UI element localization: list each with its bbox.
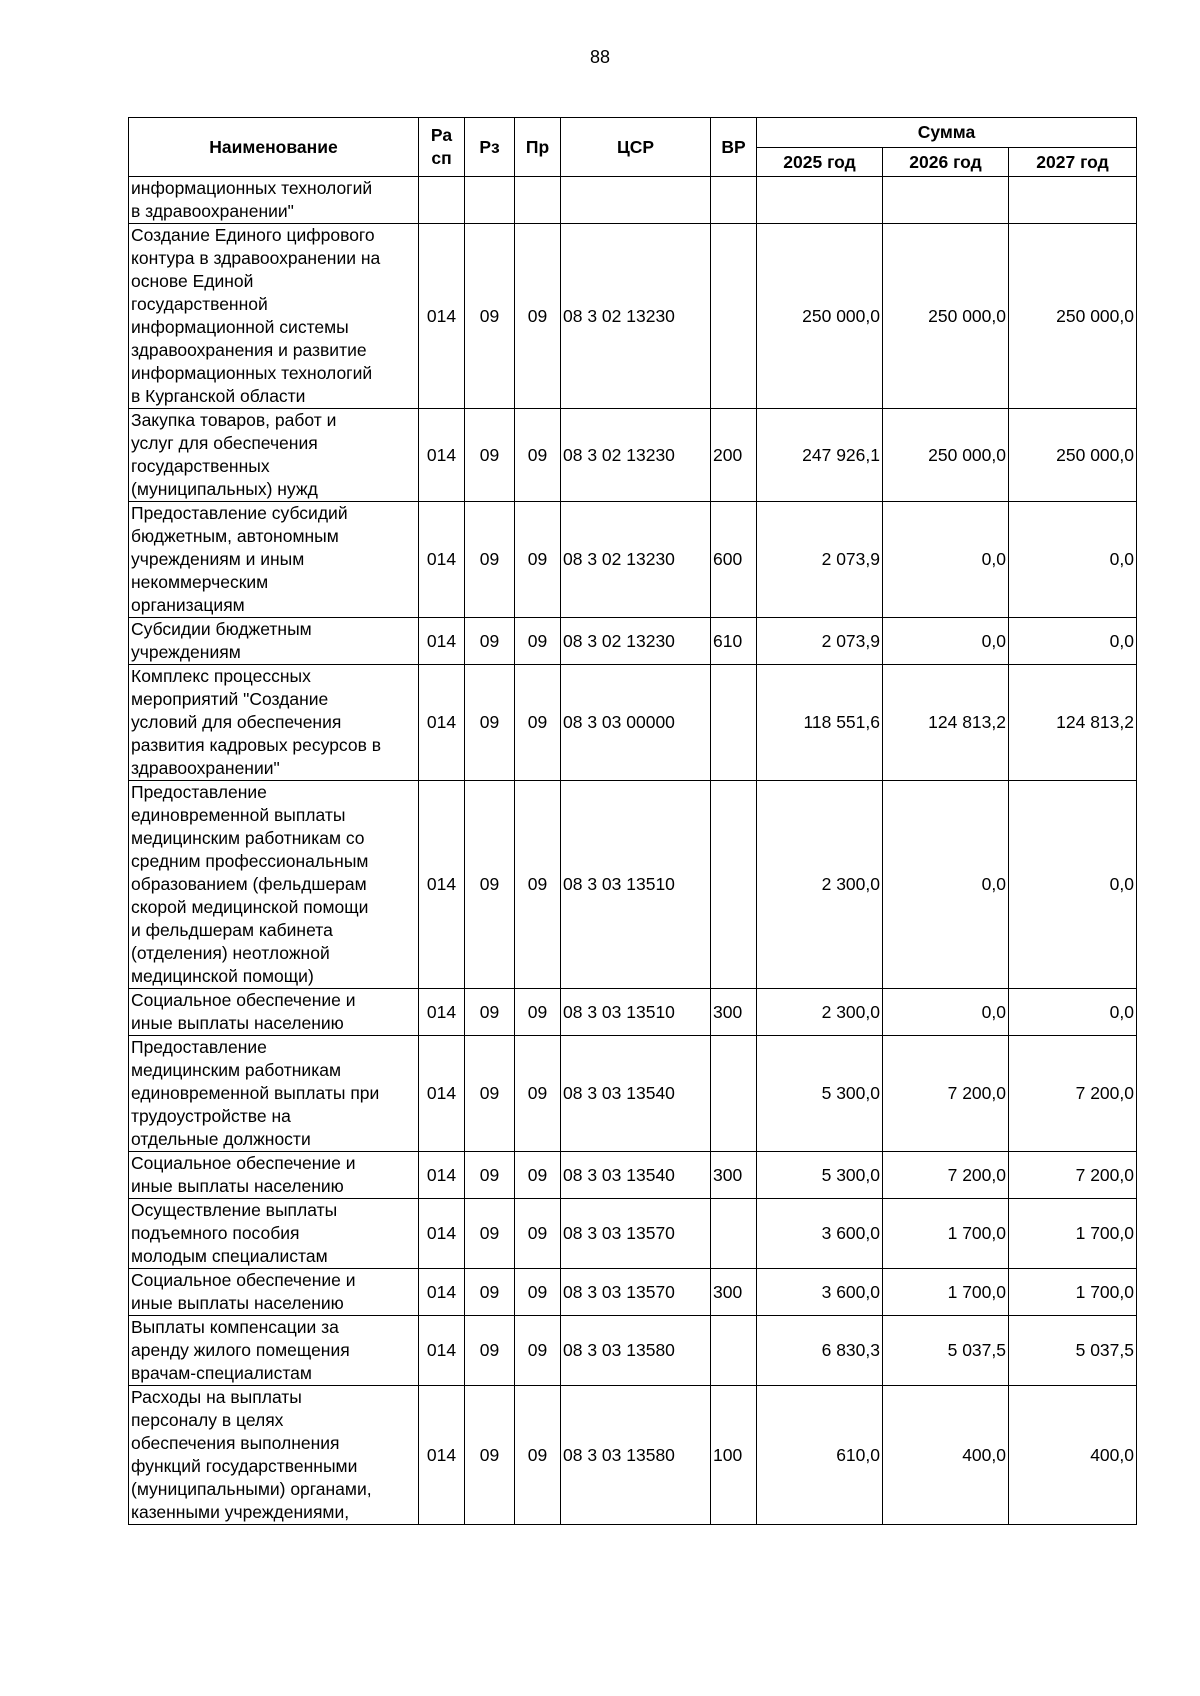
cell-rz: 09 bbox=[465, 665, 515, 781]
col-header-rasp-line1: Ра bbox=[430, 125, 453, 145]
cell-rasp: 014 bbox=[419, 1152, 465, 1199]
cell-sum-2026: 0,0 bbox=[883, 781, 1009, 989]
cell-rz: 09 bbox=[465, 781, 515, 989]
cell-rasp bbox=[419, 177, 465, 224]
cell-csr: 08 3 03 13580 bbox=[561, 1386, 711, 1525]
cell-sum-2025: 610,0 bbox=[757, 1386, 883, 1525]
cell-name: Социальное обеспечение и иные выплаты населению bbox=[129, 1152, 419, 1199]
cell-csr: 08 3 03 00000 bbox=[561, 665, 711, 781]
cell-vr: 300 bbox=[711, 1152, 757, 1199]
cell-vr bbox=[711, 224, 757, 409]
table-row bbox=[129, 1036, 1137, 1152]
cell-csr: 08 3 02 13230 bbox=[561, 224, 711, 409]
cell-sum-2026: 1 700,0 bbox=[883, 1199, 1009, 1269]
cell-csr: 08 3 03 13570 bbox=[561, 1199, 711, 1269]
cell-csr: 08 3 03 13510 bbox=[561, 781, 711, 989]
table-body bbox=[129, 177, 1137, 1525]
cell-rasp: 014 bbox=[419, 1316, 465, 1386]
cell-pr: 09 bbox=[515, 1036, 561, 1152]
cell-sum-2025: 247 926,1 bbox=[757, 409, 883, 502]
cell-csr: 08 3 03 13540 bbox=[561, 1152, 711, 1199]
cell-vr: 300 bbox=[711, 989, 757, 1036]
col-header-rasp-line2: сп bbox=[431, 148, 452, 168]
table-row bbox=[129, 409, 1137, 502]
cell-pr: 09 bbox=[515, 618, 561, 665]
table-row bbox=[129, 177, 1137, 224]
cell-sum-2025 bbox=[757, 177, 883, 224]
cell-vr: 100 bbox=[711, 1386, 757, 1525]
cell-rasp: 014 bbox=[419, 665, 465, 781]
cell-sum-2025: 6 830,3 bbox=[757, 1316, 883, 1386]
cell-sum-2026: 5 037,5 bbox=[883, 1316, 1009, 1386]
cell-sum-2027: 250 000,0 bbox=[1009, 224, 1137, 409]
cell-vr bbox=[711, 1036, 757, 1152]
cell-name: Создание Единого цифрового контура в здравоохранении на основе Единой государственной информационной системы здравоохранения и развитие информационных технологий в Курганской области bbox=[129, 224, 419, 409]
cell-rasp: 014 bbox=[419, 409, 465, 502]
cell-rz: 09 bbox=[465, 618, 515, 665]
col-header-name: Наименование bbox=[129, 118, 419, 177]
cell-sum-2027: 0,0 bbox=[1009, 502, 1137, 618]
cell-vr: 600 bbox=[711, 502, 757, 618]
cell-name: Расходы на выплаты персоналу в целях обеспечения выполнения функций государственными (муниципальными) органами, казенными учреждениями, bbox=[129, 1386, 419, 1525]
cell-pr: 09 bbox=[515, 1316, 561, 1386]
cell-rasp: 014 bbox=[419, 781, 465, 989]
cell-sum-2025: 2 073,9 bbox=[757, 502, 883, 618]
col-header-2026: 2026 год bbox=[883, 148, 1009, 177]
table-row bbox=[129, 502, 1137, 618]
cell-rz: 09 bbox=[465, 409, 515, 502]
cell-csr: 08 3 03 13540 bbox=[561, 1036, 711, 1152]
cell-pr: 09 bbox=[515, 665, 561, 781]
cell-sum-2025: 5 300,0 bbox=[757, 1036, 883, 1152]
cell-sum-2026: 124 813,2 bbox=[883, 665, 1009, 781]
cell-pr: 09 bbox=[515, 1386, 561, 1525]
col-header-vr: ВР bbox=[711, 118, 757, 177]
cell-sum-2026: 7 200,0 bbox=[883, 1152, 1009, 1199]
cell-sum-2026: 0,0 bbox=[883, 618, 1009, 665]
cell-pr: 09 bbox=[515, 1199, 561, 1269]
cell-csr: 08 3 02 13230 bbox=[561, 618, 711, 665]
cell-sum-2025: 3 600,0 bbox=[757, 1199, 883, 1269]
cell-rz: 09 bbox=[465, 1199, 515, 1269]
cell-rz: 09 bbox=[465, 989, 515, 1036]
cell-name: Осуществление выплаты подъемного пособия молодым специалистам bbox=[129, 1199, 419, 1269]
page-number: 88 bbox=[589, 47, 611, 67]
cell-vr bbox=[711, 1316, 757, 1386]
table-row bbox=[129, 1269, 1137, 1316]
cell-sum-2026: 0,0 bbox=[883, 989, 1009, 1036]
cell-sum-2026: 1 700,0 bbox=[883, 1269, 1009, 1316]
header-row-top bbox=[129, 118, 1137, 148]
cell-vr bbox=[711, 665, 757, 781]
cell-sum-2027: 0,0 bbox=[1009, 989, 1137, 1036]
cell-sum-2027: 400,0 bbox=[1009, 1386, 1137, 1525]
col-header-csr: ЦСР bbox=[561, 118, 711, 177]
table-row bbox=[129, 618, 1137, 665]
table-row bbox=[129, 1199, 1137, 1269]
cell-rasp: 014 bbox=[419, 1386, 465, 1525]
cell-rasp: 014 bbox=[419, 502, 465, 618]
cell-rz: 09 bbox=[465, 1386, 515, 1525]
cell-vr: 300 bbox=[711, 1269, 757, 1316]
cell-name: информационных технологий в здравоохранении" bbox=[129, 177, 419, 224]
table-row bbox=[129, 224, 1137, 409]
col-header-rz: Рз bbox=[465, 118, 515, 177]
cell-vr: 200 bbox=[711, 409, 757, 502]
cell-rz: 09 bbox=[465, 502, 515, 618]
col-header-pr: Пр bbox=[515, 118, 561, 177]
cell-csr: 08 3 03 13580 bbox=[561, 1316, 711, 1386]
cell-rz: 09 bbox=[465, 1152, 515, 1199]
cell-rasp: 014 bbox=[419, 618, 465, 665]
cell-sum-2026 bbox=[883, 177, 1009, 224]
cell-sum-2025: 2 073,9 bbox=[757, 618, 883, 665]
cell-name: Комплекс процессных мероприятий "Создание условий для обеспечения развития кадровых ресурсов в здравоохранении" bbox=[129, 665, 419, 781]
cell-rasp: 014 bbox=[419, 989, 465, 1036]
cell-name: Закупка товаров, работ и услуг для обеспечения государственных (муниципальных) нужд bbox=[129, 409, 419, 502]
cell-sum-2027: 1 700,0 bbox=[1009, 1269, 1137, 1316]
cell-csr: 08 3 03 13510 bbox=[561, 989, 711, 1036]
cell-sum-2026: 7 200,0 bbox=[883, 1036, 1009, 1152]
cell-sum-2025: 5 300,0 bbox=[757, 1152, 883, 1199]
cell-rz: 09 bbox=[465, 1269, 515, 1316]
cell-pr: 09 bbox=[515, 409, 561, 502]
cell-rasp: 014 bbox=[419, 1269, 465, 1316]
cell-rz: 09 bbox=[465, 1316, 515, 1386]
cell-vr: 610 bbox=[711, 618, 757, 665]
col-header-2027: 2027 год bbox=[1009, 148, 1137, 177]
cell-sum-2026: 400,0 bbox=[883, 1386, 1009, 1525]
cell-sum-2027: 7 200,0 bbox=[1009, 1152, 1137, 1199]
cell-sum-2026: 250 000,0 bbox=[883, 409, 1009, 502]
cell-sum-2027 bbox=[1009, 177, 1137, 224]
cell-csr: 08 3 03 13570 bbox=[561, 1269, 711, 1316]
cell-pr: 09 bbox=[515, 1152, 561, 1199]
cell-name: Предоставление субсидий бюджетным, автономным учреждениям и иным некоммерческим организациям bbox=[129, 502, 419, 618]
cell-rz: 09 bbox=[465, 224, 515, 409]
cell-vr bbox=[711, 781, 757, 989]
cell-sum-2027: 1 700,0 bbox=[1009, 1199, 1137, 1269]
cell-sum-2027: 5 037,5 bbox=[1009, 1316, 1137, 1386]
cell-name: Социальное обеспечение и иные выплаты населению bbox=[129, 989, 419, 1036]
cell-sum-2025: 3 600,0 bbox=[757, 1269, 883, 1316]
cell-rasp: 014 bbox=[419, 224, 465, 409]
cell-sum-2027: 124 813,2 bbox=[1009, 665, 1137, 781]
cell-name: Предоставление медицинским работникам единовременной выплаты при трудоустройстве на отдельные должности bbox=[129, 1036, 419, 1152]
cell-sum-2026: 250 000,0 bbox=[883, 224, 1009, 409]
cell-csr bbox=[561, 177, 711, 224]
col-header-2025: 2025 год bbox=[757, 148, 883, 177]
cell-sum-2027: 0,0 bbox=[1009, 618, 1137, 665]
cell-sum-2025: 118 551,6 bbox=[757, 665, 883, 781]
table-row bbox=[129, 989, 1137, 1036]
cell-csr: 08 3 02 13230 bbox=[561, 409, 711, 502]
cell-sum-2027: 0,0 bbox=[1009, 781, 1137, 989]
cell-name: Субсидии бюджетным учреждениям bbox=[129, 618, 419, 665]
cell-rz bbox=[465, 177, 515, 224]
cell-rasp: 014 bbox=[419, 1199, 465, 1269]
cell-vr bbox=[711, 1199, 757, 1269]
cell-name: Предоставление единовременной выплаты медицинским работникам со средним профессиональным образованием (фельдшерам скорой медицинской помощи и фельдшерам кабинета (отделения) неотложной медицинской помощи) bbox=[129, 781, 419, 989]
table-row bbox=[129, 781, 1137, 989]
col-header-rasp bbox=[419, 118, 465, 177]
cell-rasp: 014 bbox=[419, 1036, 465, 1152]
cell-name: Социальное обеспечение и иные выплаты населению bbox=[129, 1269, 419, 1316]
cell-pr: 09 bbox=[515, 502, 561, 618]
cell-sum-2025: 2 300,0 bbox=[757, 781, 883, 989]
table-row bbox=[129, 1316, 1137, 1386]
cell-pr bbox=[515, 177, 561, 224]
cell-vr bbox=[711, 177, 757, 224]
cell-sum-2025: 2 300,0 bbox=[757, 989, 883, 1036]
cell-pr: 09 bbox=[515, 1269, 561, 1316]
table-row bbox=[129, 1152, 1137, 1199]
cell-name: Выплаты компенсации за аренду жилого помещения врачам-специалистам bbox=[129, 1316, 419, 1386]
cell-sum-2026: 0,0 bbox=[883, 502, 1009, 618]
cell-sum-2025: 250 000,0 bbox=[757, 224, 883, 409]
cell-rz: 09 bbox=[465, 1036, 515, 1152]
cell-pr: 09 bbox=[515, 989, 561, 1036]
col-header-summa: Сумма bbox=[757, 118, 1137, 148]
cell-sum-2027: 250 000,0 bbox=[1009, 409, 1137, 502]
table-row bbox=[129, 1386, 1137, 1525]
cell-csr: 08 3 02 13230 bbox=[561, 502, 711, 618]
table-row bbox=[129, 665, 1137, 781]
cell-pr: 09 bbox=[515, 224, 561, 409]
cell-sum-2027: 7 200,0 bbox=[1009, 1036, 1137, 1152]
budget-table bbox=[128, 117, 1137, 1525]
cell-pr: 09 bbox=[515, 781, 561, 989]
